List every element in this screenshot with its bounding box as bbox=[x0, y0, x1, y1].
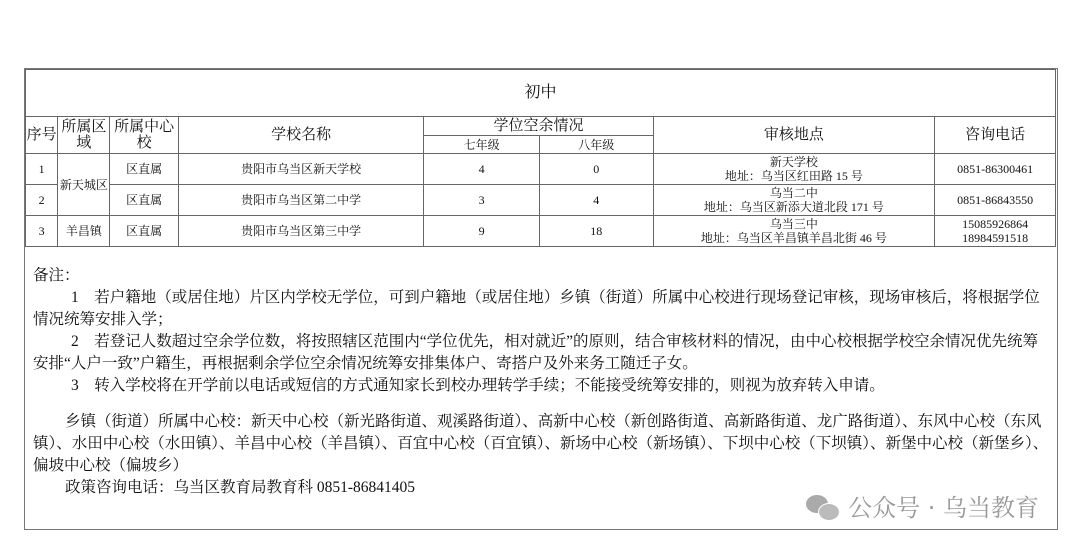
cell-phone bbox=[935, 216, 1056, 247]
policy-phone: 政策咨询电话：乌当区教育局教育科 0851-86841405 bbox=[65, 479, 416, 496]
cell-seq: 2 bbox=[26, 185, 58, 216]
document-frame bbox=[24, 68, 1058, 530]
cell-grade8: 4 bbox=[539, 185, 653, 216]
cell-grade8: 18 bbox=[539, 216, 653, 247]
note-item: 2 若登记人数超过空余学位数，将按照辖区范围内“学位优先，相对就近”的原则，结合审核材料的情况，由中心校根据学校空余情况优先统筹安排“人户一致”户籍生，再根据剩余学位空余情况统筹安排集体户、寄搭户及外来务工随迁子女。 bbox=[33, 333, 1039, 372]
center-schools-list: 乡镇（街道）所属中心校：新天中心校（新光路街道、观溪路街道）、高新中心校（新创路街道、高新路街道、龙广路街道）、东风中心校（东风镇）、水田中心校（水田镇）、羊昌中心校（羊昌镇）、百宜中心校（百宜镇）、新场中心校（新场镇）、下坝中心校（下坝镇）、新堡中心校（新堡乡）、偏坡中心校（偏坡乡） bbox=[33, 413, 1049, 474]
note-item: 1 若户籍地（或居住地）片区内学校无学位，可到户籍地（或居住地）乡镇（街道）所属中心校进行现场登记审核，现场审核后，将根据学位情况统筹安排入学； bbox=[33, 289, 1040, 328]
cell-center: 区直属 bbox=[110, 216, 178, 247]
cell-grade7: 3 bbox=[424, 185, 540, 216]
notes-heading: 备注： bbox=[33, 267, 80, 284]
vacancy-table bbox=[25, 69, 1056, 247]
cell-grade8: 0 bbox=[539, 154, 653, 185]
header-center: 所属中心校 bbox=[110, 117, 178, 154]
header-grade8: 八年级 bbox=[539, 136, 653, 154]
phone-number: 15085926864 bbox=[962, 217, 1029, 231]
cell-seq: 3 bbox=[26, 216, 58, 247]
table-row bbox=[26, 185, 1056, 216]
cell-center: 区直属 bbox=[110, 154, 178, 185]
cell-school: 贵阳市乌当区第三中学 bbox=[178, 216, 423, 247]
header-school: 学校名称 bbox=[178, 117, 423, 154]
cell-school: 贵阳市乌当区新天学校 bbox=[178, 154, 423, 185]
cell-location bbox=[653, 216, 935, 247]
header-grade7: 七年级 bbox=[424, 136, 540, 154]
header-vacancy: 学位空余情况 bbox=[424, 117, 653, 136]
header-phone: 咨询电话 bbox=[935, 117, 1056, 154]
phone-number-2: 18984591518 bbox=[962, 231, 1029, 245]
cell-phone bbox=[935, 154, 1056, 185]
watermark bbox=[806, 488, 1039, 523]
header-seq: 序号 bbox=[26, 117, 58, 154]
location-address: 地址：乌当区新添大道北段 171 号 bbox=[703, 200, 884, 214]
phone-number: 0851-86300461 bbox=[957, 162, 1034, 176]
cell-location bbox=[653, 154, 935, 185]
location-name: 乌当二中 bbox=[769, 186, 818, 200]
cell-grade7: 4 bbox=[424, 154, 540, 185]
cell-seq: 1 bbox=[26, 154, 58, 185]
table-row bbox=[26, 154, 1056, 185]
location-name: 乌当三中 bbox=[769, 217, 818, 231]
watermark-text: 公众号 · 乌当教育 bbox=[848, 494, 1039, 522]
phone-number: 0851-86843550 bbox=[957, 193, 1034, 207]
cell-phone bbox=[935, 185, 1056, 216]
header-area: 所属区域 bbox=[58, 117, 110, 154]
cell-center: 区直属 bbox=[110, 185, 178, 216]
cell-area: 新天城区 bbox=[58, 154, 110, 216]
location-address: 地址：乌当区红田路 15 号 bbox=[724, 169, 863, 183]
cell-school: 贵阳市乌当区第二中学 bbox=[178, 185, 423, 216]
location-address: 地址：乌当区羊昌镇羊昌北街 46 号 bbox=[700, 231, 887, 245]
note-item: 3 转入学校将在开学前以电话或短信的方式通知家长到校办理转学手续；不能接受统筹安排的，则视为放弃转入申请。 bbox=[71, 377, 885, 394]
notes-section bbox=[33, 265, 1049, 499]
cell-grade7: 9 bbox=[424, 216, 540, 247]
table-title: 初中 bbox=[26, 70, 1056, 117]
table-row bbox=[26, 216, 1056, 247]
cell-location bbox=[653, 185, 935, 216]
header-location: 审核地点 bbox=[653, 117, 935, 154]
wechat-icon bbox=[806, 493, 840, 519]
location-name: 新天学校 bbox=[769, 155, 818, 169]
cell-area: 羊昌镇 bbox=[58, 216, 110, 247]
